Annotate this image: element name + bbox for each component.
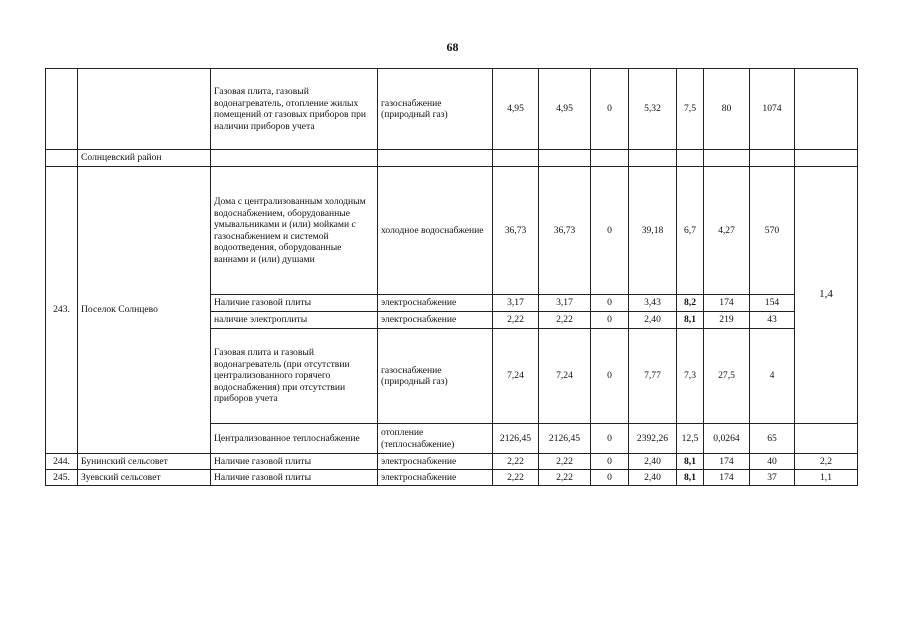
cell-value: 7,24 bbox=[493, 329, 539, 424]
cell-name: Бунинский сельсовет bbox=[78, 454, 211, 470]
cell-num: 243. bbox=[46, 167, 78, 454]
cell-coef bbox=[795, 69, 858, 150]
cell-num bbox=[46, 69, 78, 150]
cell-name: Зуевский сельсовет bbox=[78, 470, 211, 486]
cell-value: 174 bbox=[704, 470, 750, 486]
cell-value: 0 bbox=[591, 69, 629, 150]
cell-num bbox=[46, 150, 78, 167]
cell-value: 43 bbox=[750, 312, 795, 329]
cell-value: 3,43 bbox=[629, 295, 677, 312]
cell-value: 37 bbox=[750, 470, 795, 486]
cell-value: 65 bbox=[750, 424, 795, 454]
cell-desc: Газовая плита и газовый водонагреватель (при отсутствии централизованного горячего водоснабжения) при отсутствии приборов учета bbox=[211, 329, 378, 424]
cell-value: 8,1 bbox=[677, 312, 704, 329]
cell-value: 174 bbox=[704, 295, 750, 312]
cell-value: 3,17 bbox=[539, 295, 591, 312]
page-number: 68 bbox=[446, 40, 459, 54]
cell-service: газоснабжение (природный газ) bbox=[378, 329, 493, 424]
cell-value: 2,40 bbox=[629, 312, 677, 329]
cell-value: 80 bbox=[704, 69, 750, 150]
table-row bbox=[46, 150, 858, 167]
cell-value: 6,7 bbox=[677, 167, 704, 295]
cell-value: 4,27 bbox=[704, 167, 750, 295]
cell-desc: Газовая плита, газовый водонагреватель, отопление жилых помещений от газовых приборов при наличии приборов учета bbox=[211, 69, 378, 150]
cell-value: 5,32 bbox=[629, 69, 677, 150]
cell-value: 0 bbox=[591, 424, 629, 454]
cell-value: 4,95 bbox=[493, 69, 539, 150]
cell-value: 36,73 bbox=[493, 167, 539, 295]
cell-desc: Наличие газовой плиты bbox=[211, 470, 378, 486]
cell-value: 7,3 bbox=[677, 329, 704, 424]
cell-num: 245. bbox=[46, 470, 78, 486]
cell-service: электроснабжение bbox=[378, 295, 493, 312]
cell-value: 7,24 bbox=[539, 329, 591, 424]
cell-value: 4,95 bbox=[539, 69, 591, 150]
tariff-table bbox=[45, 68, 858, 486]
cell-desc: Наличие газовой плиты bbox=[211, 295, 378, 312]
cell-value: 219 bbox=[704, 312, 750, 329]
cell-value: 174 bbox=[704, 454, 750, 470]
cell-value: 2392,26 bbox=[629, 424, 677, 454]
cell-service: холодное водоснабжение bbox=[378, 167, 493, 295]
cell-service: газоснабжение (природный газ) bbox=[378, 69, 493, 150]
table-row bbox=[46, 69, 858, 150]
cell-value: 2126,45 bbox=[539, 424, 591, 454]
cell-desc: Централизованное теплоснабжение bbox=[211, 424, 378, 454]
cell-value: 0,0264 bbox=[704, 424, 750, 454]
cell-name bbox=[78, 69, 211, 150]
cell-value: 40 bbox=[750, 454, 795, 470]
cell-value: 2,22 bbox=[493, 470, 539, 486]
cell-value: 7,5 bbox=[677, 69, 704, 150]
cell-service: отопление (теплоснабжение) bbox=[378, 424, 493, 454]
cell-service: электроснабжение bbox=[378, 312, 493, 329]
cell-value: 4 bbox=[750, 329, 795, 424]
cell-num: 244. bbox=[46, 454, 78, 470]
cell-service: электроснабжение bbox=[378, 470, 493, 486]
cell-value: 0 bbox=[591, 167, 629, 295]
cell-desc: Наличие газовой плиты bbox=[211, 454, 378, 470]
cell-value: 8,2 bbox=[677, 295, 704, 312]
cell-value: 2,22 bbox=[493, 454, 539, 470]
cell-value: 0 bbox=[591, 312, 629, 329]
cell-value: 36,73 bbox=[539, 167, 591, 295]
cell-value: 2126,45 bbox=[493, 424, 539, 454]
cell-desc: Дома с централизованным холодным водоснабжением, оборудованные умывальниками и (или) мойками с газоснабжением и системой водоотведения, оборудованные ваннами и (или) душами bbox=[211, 167, 378, 295]
table-row bbox=[46, 167, 858, 295]
cell-value: 12,5 bbox=[677, 424, 704, 454]
table-row bbox=[46, 454, 858, 470]
cell-value: 3,17 bbox=[493, 295, 539, 312]
cell-value: 0 bbox=[591, 454, 629, 470]
cell-name: Поселок Солнцево bbox=[78, 167, 211, 454]
cell-value: 2,22 bbox=[539, 312, 591, 329]
cell-value: 0 bbox=[591, 329, 629, 424]
cell-value: 1074 bbox=[750, 69, 795, 150]
cell-value: 8,1 bbox=[677, 454, 704, 470]
cell-coef: 1,4 bbox=[795, 167, 858, 424]
cell-value: 0 bbox=[591, 295, 629, 312]
cell-coef: 2,2 bbox=[795, 454, 858, 470]
cell-coef: 1,1 bbox=[795, 470, 858, 486]
cell-coef bbox=[795, 424, 858, 454]
cell-value: 27,5 bbox=[704, 329, 750, 424]
cell-value: 2,22 bbox=[539, 470, 591, 486]
cell-value: 2,22 bbox=[539, 454, 591, 470]
district-name: Солнцевский район bbox=[78, 150, 211, 167]
cell-value: 2,40 bbox=[629, 454, 677, 470]
cell-value: 39,18 bbox=[629, 167, 677, 295]
cell-service: электроснабжение bbox=[378, 454, 493, 470]
cell-value: 0 bbox=[591, 470, 629, 486]
cell-value: 8,1 bbox=[677, 470, 704, 486]
cell-value: 7,77 bbox=[629, 329, 677, 424]
cell-value: 2,40 bbox=[629, 470, 677, 486]
cell-value: 154 bbox=[750, 295, 795, 312]
cell-desc: наличие электроплиты bbox=[211, 312, 378, 329]
cell-value: 570 bbox=[750, 167, 795, 295]
table-row bbox=[46, 470, 858, 486]
cell-value: 2,22 bbox=[493, 312, 539, 329]
